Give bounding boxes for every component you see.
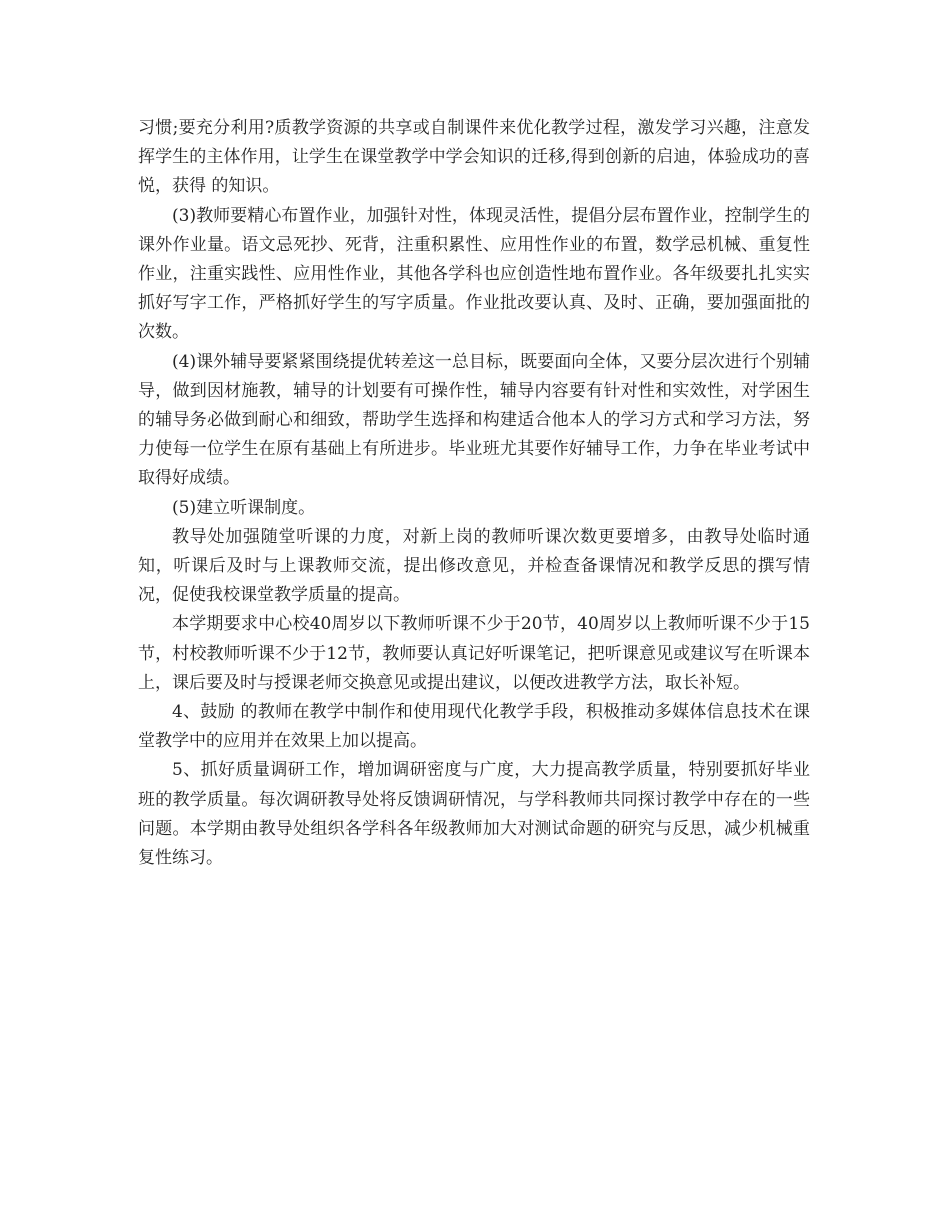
paragraph-tutoring: (4)课外辅导要紧紧围绕提优转差这一总目标，既要面向全体，又要分层次进行个别辅导，做到因材施教，辅导的计划要有可操作性，辅导内容要有针对性和实效性，对学困生的辅导务必做到耐心和细致，帮助学生选择和构建适合他本人的学习方式和学习方法，努力使每一位学生在原有基础上有所进步。毕业班尤其要作好辅导工作，力争在毕业考试中取得好成绩。 xyxy=(138,351,810,489)
paragraph-classroom-observation: 教导处加强随堂听课的力度，对新上岗的教师听课次数更要增多，由教导处临时通知，听课后及时与上课教师交流，提出修改意见，并检查备课情况和教学反思的撰写情况，促使我校课堂教学质量的提高。 xyxy=(138,526,810,606)
paragraph-quality-research: 5、抓好质量调研工作，增加调研密度与广度，大力提高教学质量，特别要抓好毕业班的教学质量。每次调研教导处将反馈调研情况，与学科教师共同探讨教学中存在的一些问题。本学期由教导处组织各学科各年级教师加大对测试命题的研究与反思，减少机械重复性练习。 xyxy=(138,760,810,869)
paragraph-homework: (3)教师要精心布置作业，加强针对性，体现灵活性，提倡分层布置作业，控制学生的课外作业量。语文忌死抄、死背，注重积累性、应用性作业的布置，数学忌机械、重复性作业，注重实践性、应用性作业，其他各学科也应创造性地布置作业。各年级要扎扎实实抓好写字工作，严格抓好学生的写字质量。作业批改要认真、及时、正确，要加强面批的次数。 xyxy=(138,205,810,343)
paragraph-observation-requirements: 本学期要求中心校40周岁以下教师听课不少于20节，40周岁以上教师听课不少于15节，村校教师听课不少于12节，教师要认真记好听课笔记，把听课意见或建议写在听课本上，课后要及时与授课老师交换意见或提出建议，以便改进教学方法，取长补短。 xyxy=(138,614,810,693)
paragraph-continuation: 习惯;要充分利用?质教学资源的共享或自制课件来优化教学过程，激发学习兴趣，注意发挥学生的主体作用，让学生在课堂教学中学会知识的迁移,得到创新的启迪，体验成功的喜悦，获得 的知识。 xyxy=(138,118,810,197)
paragraph-lecture-system-heading: (5)建立听课制度。 xyxy=(172,497,316,518)
paragraph-multimedia: 4、鼓励 的教师在教学中制作和使用现代化教学手段，积极推动多媒体信息技术在课堂教学中的应用并在效果上加以提高。 xyxy=(138,702,810,752)
document-body xyxy=(138,114,810,873)
